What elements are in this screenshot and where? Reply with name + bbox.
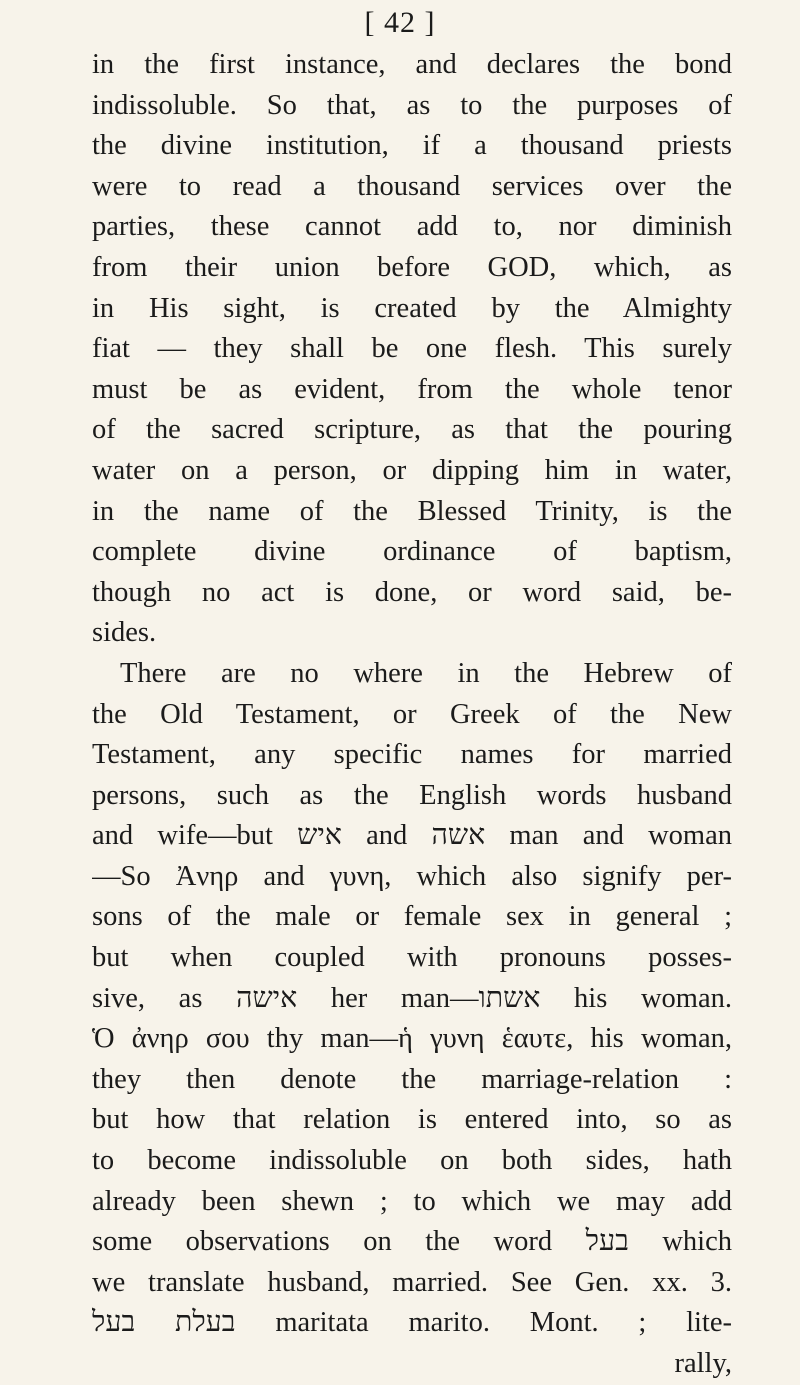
text-line: were to read a thousand services over the	[92, 170, 732, 202]
text-line: the divine institution, if a thousand priests	[92, 130, 732, 162]
text-line: must be as evident, from the whole tenor	[92, 373, 732, 405]
text-line: already been shewn ; to which we may add	[92, 1185, 732, 1217]
page-number: [ 42 ]	[364, 6, 436, 39]
text-line: they then denote the marriage-relation :	[92, 1063, 732, 1095]
text-line: to become indissoluble on both sides, hath	[92, 1145, 732, 1177]
text-line: Ὁ ἀνηρ σου thy man—ἡ γυνη ἑαυτε, his woman,	[92, 1023, 732, 1055]
body-text	[92, 45, 732, 1385]
text-line: and wife—but איש and אשה man and woman	[92, 820, 732, 852]
text-line: of the sacred scripture, as that the pouring	[92, 414, 732, 446]
catchword: rally,	[674, 1348, 732, 1379]
text-line: parties, these cannot add to, nor diminish	[92, 211, 732, 243]
text-line: —So Ἀνηρ and γυνη, which also signify per-	[92, 860, 732, 892]
text-line: but when coupled with pronouns posses-	[92, 942, 732, 974]
text-line: fiat — they shall be one flesh. This surely	[92, 333, 732, 365]
text-line: in the name of the Blessed Trinity, is the	[92, 495, 732, 527]
text-line: sons of the male or female sex in general ;	[92, 901, 732, 933]
text-line: in the first instance, and declares the bond	[92, 49, 732, 80]
text-line: complete divine ordinance of baptism,	[92, 536, 732, 568]
text-line: but how that relation is entered into, so as	[92, 1104, 732, 1136]
text-line: some observations on the word בעל which	[92, 1226, 732, 1258]
text-line: indissoluble. So that, as to the purposes of	[92, 89, 732, 121]
text-line: sive, as אישה her man—אשתו his woman.	[92, 982, 732, 1014]
text-line: There are no where in the Hebrew of	[120, 657, 732, 689]
text-line: we translate husband, married. See Gen. xx. 3.	[92, 1266, 732, 1298]
text-line: sides.	[92, 617, 157, 649]
text-line: persons, such as the English words husband	[92, 779, 732, 811]
text-line: the Old Testament, or Greek of the New	[92, 698, 732, 730]
text-line: though no act is done, or word said, be-	[92, 576, 732, 608]
text-line: in His sight, is created by the Almighty	[92, 292, 732, 324]
text-line: from their union before GOD, which, as	[92, 251, 732, 283]
text-line: Testament, any specific names for married	[92, 739, 732, 771]
text-line: water on a person, or dipping him in water,	[92, 454, 732, 486]
text-line: בעלת בעל maritata marito. Mont. ; lite-	[92, 1307, 732, 1339]
